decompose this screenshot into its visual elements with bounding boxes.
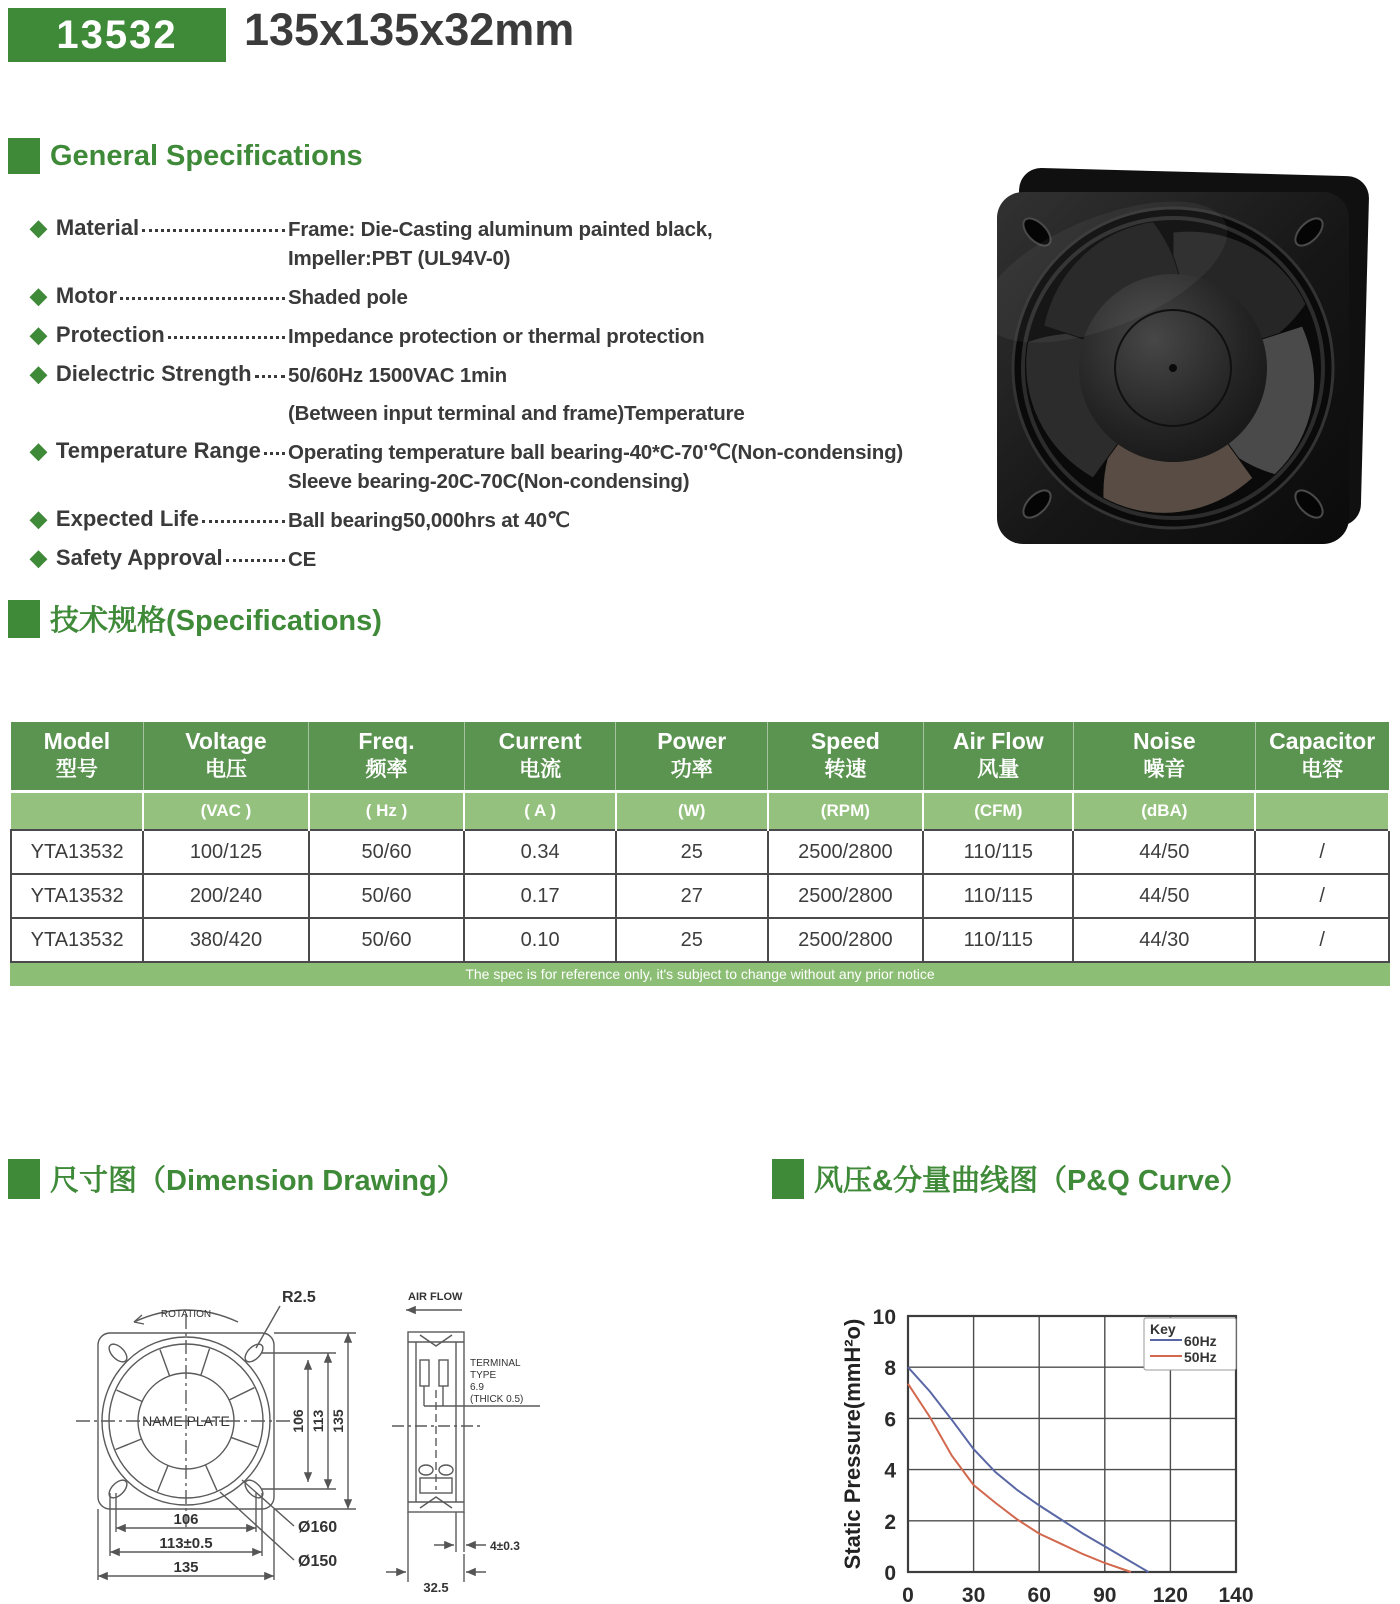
svg-text:TERMINAL: TERMINAL — [470, 1358, 521, 1369]
diamond-bullet-icon: ◆ — [30, 322, 47, 347]
table-cell: 50/60 — [309, 918, 465, 962]
column-unit: (VAC ) — [143, 792, 308, 831]
table-cell: 110/115 — [923, 874, 1073, 918]
table-cell: YTA13532 — [11, 874, 143, 918]
table-row — [11, 918, 1389, 962]
side-view-labels — [408, 1291, 523, 1595]
section-general-specifications — [8, 138, 363, 174]
dotted-leader — [142, 214, 285, 232]
table-cell: 2500/2800 — [768, 874, 924, 918]
spec-label: Expected Life — [55, 506, 199, 531]
table-cell: 0.34 — [464, 830, 616, 874]
spec-value: Ball bearing50,000hrs at 40℃ — [288, 509, 570, 532]
column-unit: ( Hz ) — [309, 792, 465, 831]
table-cell: 2500/2800 — [768, 918, 924, 962]
y-tick-label: 8 — [884, 1357, 896, 1381]
spec-label: Temperature Range — [55, 438, 261, 463]
table-cell: 2500/2800 — [768, 830, 924, 874]
spec-row — [22, 282, 972, 312]
table-cell: 50/60 — [309, 830, 465, 874]
section-title: 风压&分量曲线图（P&Q Curve） — [814, 1165, 1250, 1197]
table-cell: 44/50 — [1073, 874, 1255, 918]
table-cell: 50/60 — [309, 874, 465, 918]
table-cell: 0.17 — [464, 874, 616, 918]
spec-label: Motor — [55, 283, 118, 308]
diamond-bullet-icon: ◆ — [30, 283, 47, 308]
svg-text:106: 106 — [290, 1409, 306, 1433]
spec-value: Shaded pole — [288, 286, 408, 309]
dotted-leader — [168, 321, 285, 339]
svg-text:ROTATION: ROTATION — [160, 1309, 212, 1320]
spec-row — [22, 437, 972, 496]
svg-text:TYPE: TYPE — [470, 1370, 497, 1381]
table-cell: YTA13532 — [11, 830, 143, 874]
x-tick-label: 90 — [1093, 1584, 1117, 1604]
diamond-bullet-icon: ◆ — [30, 545, 47, 570]
column-unit: (dBA) — [1073, 792, 1255, 831]
section-pq-curve — [772, 1158, 1249, 1199]
model-badge: 13532 — [8, 8, 226, 62]
x-tick-label: 120 — [1152, 1584, 1188, 1604]
table-cell: 200/240 — [143, 874, 308, 918]
section-specifications — [8, 598, 382, 639]
svg-text:113: 113 — [310, 1409, 326, 1433]
column-unit — [1255, 792, 1389, 831]
spec-value: CE — [288, 548, 317, 571]
spec-row — [22, 544, 972, 574]
table-row — [11, 874, 1389, 918]
svg-text:32.5: 32.5 — [423, 1580, 449, 1595]
dotted-leader — [264, 437, 285, 455]
x-tick-label: 60 — [1027, 1584, 1051, 1604]
x-tick-label: 30 — [961, 1584, 986, 1604]
legend-title: Key — [1150, 1321, 1176, 1337]
table-cell: 0.10 — [464, 918, 616, 962]
table-cell: 110/115 — [923, 918, 1073, 962]
dotted-leader — [202, 505, 285, 523]
y-tick-label: 4 — [884, 1459, 896, 1483]
column-unit: (RPM) — [768, 792, 924, 831]
table-row — [11, 830, 1389, 874]
table-cell: 25 — [616, 830, 768, 874]
column-header: Air Flow 风量 — [923, 722, 1073, 792]
column-unit: ( A ) — [464, 792, 616, 831]
diamond-bullet-icon: ◆ — [30, 361, 47, 386]
spec-table — [10, 722, 1390, 986]
y-axis-label: Static Pressure(mmH²o) — [840, 1318, 865, 1570]
table-cell: / — [1255, 830, 1389, 874]
spec-label: Safety Approval — [55, 545, 223, 570]
spec-row — [22, 505, 972, 535]
spec-value: Operating temperature ball bearing-40*C-70'℃(Non-condensing) Sleeve bearing-20C-70C(Non-condensing) — [288, 441, 904, 493]
section-square — [8, 600, 40, 638]
svg-text:106: 106 — [173, 1511, 199, 1528]
legend-label-60hz: 60Hz — [1184, 1333, 1217, 1349]
dimension-drawing — [70, 1240, 690, 1602]
spec-label: Protection — [55, 322, 165, 347]
general-spec-list — [22, 214, 972, 583]
table-cell: 380/420 — [143, 918, 308, 962]
column-unit — [11, 792, 143, 831]
column-header: Capacitor 电容 — [1255, 722, 1389, 792]
dotted-leader — [226, 544, 285, 562]
svg-text:135: 135 — [330, 1409, 346, 1433]
front-view-labels — [142, 1289, 346, 1576]
svg-text:Ø150: Ø150 — [298, 1553, 338, 1570]
section-square — [8, 1159, 40, 1199]
curve-50Hz — [908, 1384, 1131, 1572]
table-cell: 110/115 — [923, 830, 1073, 874]
column-header: Speed 转速 — [768, 722, 924, 792]
table-note: The spec is for reference only, it's subject to change without any prior notice — [10, 963, 1390, 986]
legend-label-50hz: 50Hz — [1184, 1349, 1217, 1365]
svg-text:R2.5: R2.5 — [282, 1289, 316, 1306]
spec-value: 50/60Hz 1500VAC 1min (Between input terminal and frame)Temperature — [288, 364, 745, 425]
table-cell: 44/50 — [1073, 830, 1255, 874]
table-cell: 44/30 — [1073, 918, 1255, 962]
spec-label: Material — [55, 215, 140, 240]
table-cell: 27 — [616, 874, 768, 918]
column-header: Model 型号 — [11, 722, 143, 792]
table-cell: YTA13532 — [11, 918, 143, 962]
diamond-bullet-icon: ◆ — [30, 215, 47, 240]
front-view — [76, 1306, 356, 1580]
column-header: Current 电流 — [464, 722, 616, 792]
spec-value: Frame: Die-Casting aluminum painted black, Impeller:PBT (UL94V-0) — [288, 218, 713, 270]
y-tick-label: 10 — [872, 1306, 896, 1329]
spec-row — [22, 360, 972, 428]
dotted-leader — [120, 282, 285, 300]
diamond-bullet-icon: ◆ — [30, 438, 47, 463]
svg-text:Ø160: Ø160 — [298, 1519, 338, 1536]
column-unit: (W) — [616, 792, 768, 831]
section-dimension-drawing — [8, 1158, 466, 1199]
fan-photo-image — [975, 162, 1385, 570]
spec-row — [22, 321, 972, 351]
section-title: 技术规格(Specifications) — [50, 605, 382, 637]
dotted-leader — [255, 360, 285, 378]
table-cell: / — [1255, 918, 1389, 962]
section-title: 尺寸图（Dimension Drawing） — [50, 1165, 466, 1197]
column-header: Noise 噪音 — [1073, 722, 1255, 792]
y-tick-label: 6 — [884, 1408, 896, 1432]
y-tick-label: 0 — [884, 1562, 896, 1585]
svg-text:AIR FLOW: AIR FLOW — [408, 1291, 463, 1303]
svg-text:113±0.5: 113±0.5 — [159, 1535, 213, 1552]
size-title: 135x135x32mm — [244, 4, 575, 55]
spec-row — [22, 214, 972, 273]
svg-text:4±0.3: 4±0.3 — [490, 1539, 520, 1553]
spec-label: Dielectric Strength — [55, 361, 252, 386]
spec-value: Impedance protection or thermal protection — [288, 325, 705, 348]
column-header: Power 功率 — [616, 722, 768, 792]
table-cell: / — [1255, 874, 1389, 918]
svg-text:NAME PLATE: NAME PLATE — [142, 1413, 230, 1429]
svg-text:(THICK 0.5): (THICK 0.5) — [470, 1394, 524, 1405]
section-square — [772, 1159, 804, 1199]
y-tick-label: 2 — [884, 1510, 896, 1534]
column-header: Voltage 电压 — [143, 722, 308, 792]
column-header: Freq. 频率 — [309, 722, 465, 792]
svg-text:135: 135 — [173, 1559, 199, 1576]
section-square — [8, 138, 40, 174]
svg-text:6.9: 6.9 — [470, 1382, 484, 1393]
section-title: General Specifications — [50, 139, 363, 172]
table-cell: 100/125 — [143, 830, 308, 874]
x-tick-label: 140 — [1218, 1584, 1254, 1604]
column-unit: (CFM) — [923, 792, 1073, 831]
x-tick-label: 0 — [902, 1584, 914, 1604]
pq-curve-chart — [800, 1240, 1400, 1604]
diamond-bullet-icon: ◆ — [30, 506, 47, 531]
table-cell: 25 — [616, 918, 768, 962]
